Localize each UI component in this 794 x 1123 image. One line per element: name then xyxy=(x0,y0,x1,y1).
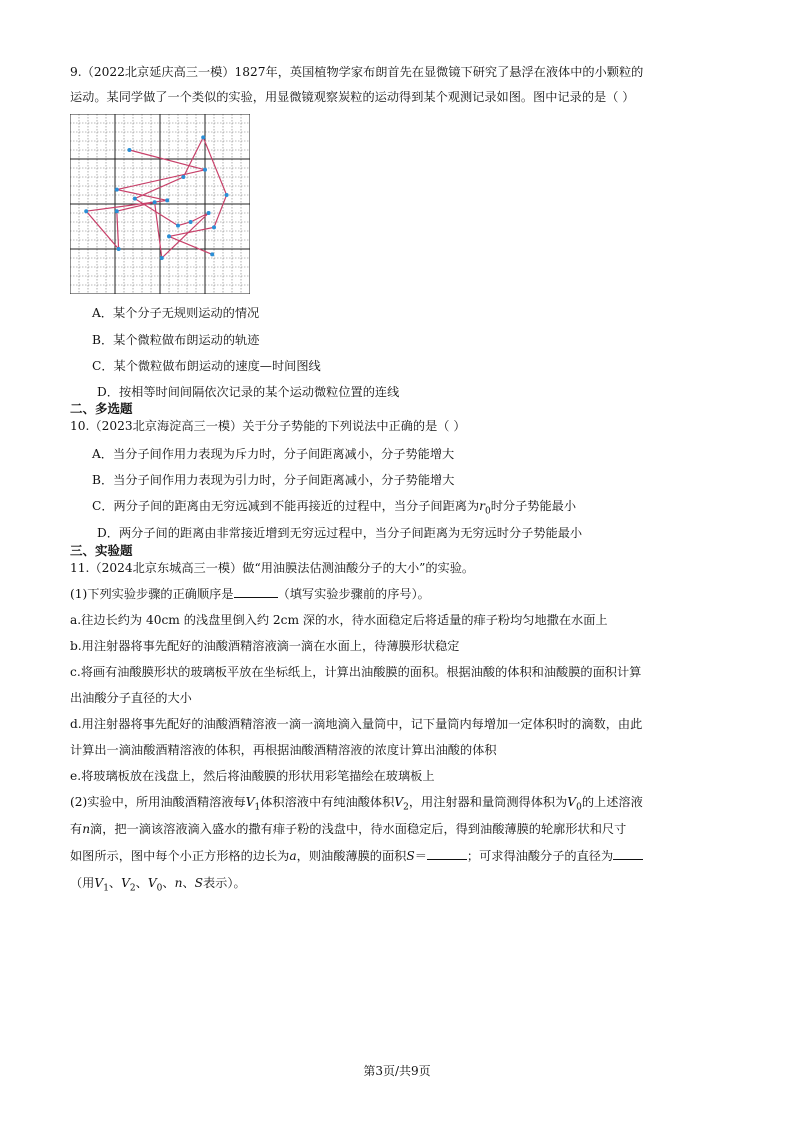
q11-step-c-line-1: c.将画有油酸膜形状的玻璃板平放在坐标纸上，计算出油酸膜的面积。根据油酸的体积和油酸膜的面积计算 xyxy=(70,665,642,679)
particle-position-point xyxy=(117,247,121,251)
brownian-motion-figure xyxy=(70,114,250,294)
q10-option-c-post: 时分子势能最小 xyxy=(490,499,577,513)
q11-step-d-line-1: d.用注射器将事先配好的油酸酒精溶液一滴一滴地滴入量筒中，记下量筒内每增加一定体积时的滴数，由此 xyxy=(70,717,643,731)
text-segment: 如图所示，图中每个小正方形格的边长为 xyxy=(70,849,290,863)
particle-position-point xyxy=(167,234,171,238)
text-segment: ；可求得油酸分子的直径为 xyxy=(466,849,614,863)
q11-step-a: a.往边长约为 40cm 的浅盘里倒入约 2cm 深的水，待水面稳定后将适量的痱子粉均匀地撒在水面上 xyxy=(70,613,608,627)
v0-variable: V xyxy=(147,876,157,890)
a-variable: a xyxy=(289,849,297,863)
text-segment: ，则油酸薄膜的面积 xyxy=(296,849,407,863)
separator: 、 xyxy=(135,876,148,890)
q11-part2-line-3 xyxy=(70,847,730,865)
q9-option-a: A．某个分子无规则运动的情况 xyxy=(92,306,260,320)
q11-part1 xyxy=(70,585,730,603)
v1-subscript: 1 xyxy=(103,883,109,894)
q10-stem: 10.（2023北京海淀高三一模）关于分子势能的下列说法中正确的是（ ） xyxy=(70,419,466,433)
q11-part2-line-4 xyxy=(70,874,730,897)
separator: 、 xyxy=(108,876,122,890)
v0-variable: V xyxy=(567,795,577,809)
v0-subscript: 0 xyxy=(156,883,163,894)
separator: 、 xyxy=(162,876,175,890)
text-segment: 体积溶液中有纯油酸体积 xyxy=(260,795,395,809)
q10-option-c xyxy=(92,497,752,520)
separator: 、 xyxy=(182,876,195,890)
particle-position-point xyxy=(203,168,207,172)
particle-position-point xyxy=(84,209,88,213)
q9-option-c: C．某个微粒做布朗运动的速度—时间图线 xyxy=(92,359,321,373)
particle-position-point xyxy=(189,220,193,224)
text-segment: （用 xyxy=(70,876,95,890)
q11-step-c-line-2: 出油酸分子直径的大小 xyxy=(70,691,192,705)
section-heading-multi-choice: 二、多选题 xyxy=(70,401,133,416)
page-footer: 第3页/共9页 xyxy=(363,1064,431,1078)
text-segment: (2)实验中，所用油酸酒精溶液每 xyxy=(70,795,246,809)
q9-option-b: B．某个微粒做布朗运动的轨迹 xyxy=(92,333,260,347)
q10-option-b: B．当分子间作用力表现为引力时，分子间距离减小，分子势能增大 xyxy=(92,473,455,487)
q11-part2-line-1 xyxy=(70,793,730,816)
particle-position-point xyxy=(225,193,229,197)
answer-blank-diameter[interactable] xyxy=(613,847,643,860)
particle-position-point xyxy=(153,200,157,204)
q11-part1-pre: (1)下列实验步骤的正确顺序是 xyxy=(70,587,234,601)
q11-step-d-line-2: 计算出一滴油酸酒精溶液的体积，再根据油酸酒精溶液的浓度计算出油酸的体积 xyxy=(70,743,497,757)
v2-subscript: 2 xyxy=(403,802,409,813)
text-segment: 有 xyxy=(70,822,83,836)
v2-variable: V xyxy=(394,795,404,809)
particle-position-point xyxy=(210,252,214,256)
q11-stem: 11.（2024北京东城高三一模）做“用油膜法估测油酸分子的大小”的实验。 xyxy=(70,561,475,575)
q11-step-b: b.用注射器将事先配好的油酸酒精溶液滴一滴在水面上，待薄膜形状稳定 xyxy=(70,639,460,653)
equals-sign: ＝ xyxy=(414,849,427,863)
r0-variable: r xyxy=(479,499,485,513)
particle-position-point xyxy=(165,198,169,202)
text-segment: 的上述溶液 xyxy=(581,795,643,809)
particle-position-point xyxy=(181,175,185,179)
q11-step-e: e.将玻璃板放在浅盘上，然后将油酸膜的形状用彩笔描绘在玻璃板上 xyxy=(70,769,435,783)
answer-blank-area[interactable] xyxy=(427,847,467,860)
n-variable: n xyxy=(82,822,91,836)
v1-variable: V xyxy=(94,876,104,890)
text-segment: ，用注射器和量筒测得体积为 xyxy=(408,795,568,809)
particle-position-point xyxy=(212,225,216,229)
particle-position-point xyxy=(115,188,119,192)
particle-position-point xyxy=(133,197,137,201)
n-variable: n xyxy=(174,876,183,890)
particle-position-point xyxy=(176,224,180,228)
text-segment: 滴，把一滴该溶液滴入盛水的撒有痱子粉的浅盘中，待水面稳定后，得到油酸薄膜的轮廓形状和尺寸 xyxy=(90,822,627,836)
r0-subscript: 0 xyxy=(484,506,491,517)
s-variable: S xyxy=(194,876,203,890)
q11-part1-post: （填写实验步骤前的序号）。 xyxy=(277,587,430,601)
section-heading-experiment: 三、实验题 xyxy=(70,543,133,558)
q10-option-c-pre: C．两分子间的距离由无穷远减到不能再接近的过程中，当分子间距离为 xyxy=(92,499,480,513)
q10-option-a: A．当分子间作用力表现为斥力时，分子间距离减小，分子势能增大 xyxy=(92,447,455,461)
q10-option-d: D．两分子间的距离由非常接近增到无穷远过程中，当分子间距离为无穷远时分子势能最小 xyxy=(97,526,583,540)
particle-position-point xyxy=(127,148,131,152)
v2-variable: V xyxy=(121,876,130,890)
text-segment: 表示）。 xyxy=(202,876,246,890)
v0-subscript: 0 xyxy=(576,802,582,813)
particle-position-point xyxy=(160,256,164,260)
particle-position-point xyxy=(201,135,205,139)
q9-stem-line-2: 运动。某同学做了一个类似的实验，用显微镜观察炭粒的运动得到某个观测记录如图。图中记录的是（ ） xyxy=(70,90,635,104)
q11-part2-line-2 xyxy=(70,820,730,838)
v2-subscript: 2 xyxy=(129,883,136,894)
particle-position-point xyxy=(207,211,211,215)
particle-position-point xyxy=(115,209,119,213)
v1-variable: V xyxy=(245,795,255,809)
q9-option-d: D．按相等时间间隔依次记录的某个运动微粒位置的连线 xyxy=(97,385,400,399)
s-variable: S xyxy=(406,849,415,863)
v1-subscript: 1 xyxy=(254,802,261,813)
answer-blank-order[interactable] xyxy=(234,585,278,598)
q9-stem-line-1: 9.（2022北京延庆高三一模）1827年，英国植物学家布朗首先在显微镜下研究了悬浮在液体中的小颗粒的 xyxy=(70,65,644,79)
